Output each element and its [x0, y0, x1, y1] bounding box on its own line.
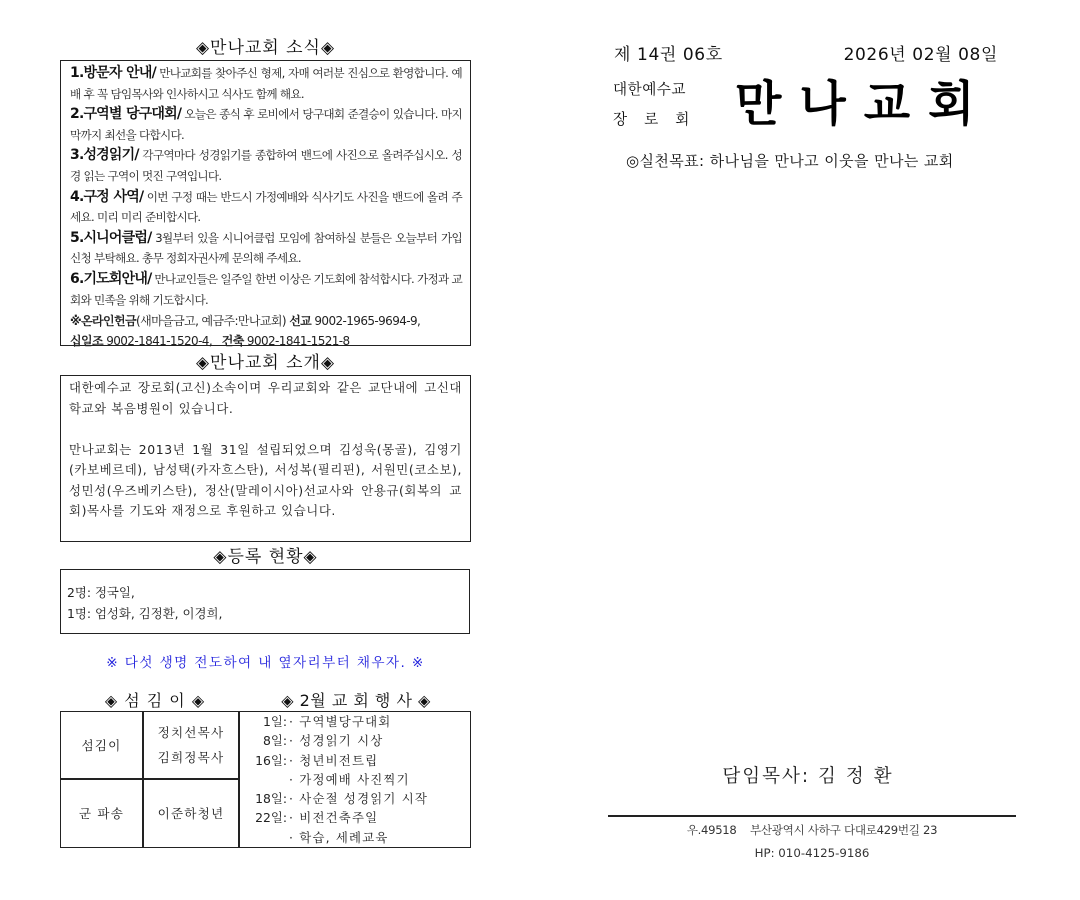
intro-section-title: ◈만나교회 소개◈ — [195, 353, 336, 373]
building-account-label: 건축 — [221, 334, 244, 349]
news-item-body: 오늘은 종식 후 로비에서 당구대회 준결승이 있습니다. 마지막까지 최선을 다합시다. — [70, 107, 463, 142]
church-address: 우.49518 부산광역시 사하구 다대로429번길 23 — [686, 823, 938, 837]
event-day: 8일: — [262, 733, 287, 749]
event-text: · 사순절 성경읽기 시작 — [289, 791, 429, 807]
news-item-head: 2.구역별 당구대회/ — [70, 106, 182, 123]
event-text: · 학습, 세례교육 — [289, 829, 389, 845]
news-item-head: 5.시니어클럽/ — [70, 229, 152, 246]
news-item-body: 만나교회를 찾아주신 형제, 자매 여러분 진심으로 환영합니다. 예배 후 꼭 담임목사와 인사하시고 식사도 함께 해요. — [70, 66, 463, 101]
news-item-head: 6.기도회안내/ — [70, 270, 152, 287]
server-names — [144, 780, 238, 847]
registration-row: 1명: 엄성화, 김정환, 이경희, — [67, 606, 223, 621]
news-item — [70, 145, 462, 186]
server-name: 김희정목사 — [157, 750, 225, 765]
server-name: 이준하청년 — [157, 806, 225, 821]
server-name: 정치선목사 — [157, 725, 225, 740]
event-row — [245, 751, 470, 770]
server-names — [144, 712, 238, 778]
event-row — [245, 789, 470, 808]
event-day — [245, 828, 287, 847]
event-day: 18일: — [255, 791, 287, 807]
evangelism-slogan: ※ 다섯 생명 전도하여 내 옆자리부터 채우자. ※ — [106, 655, 425, 671]
news-item — [70, 269, 462, 310]
denomination-line-1: 대한예수교 — [613, 81, 686, 98]
news-item-head: 1.방문자 안내/ — [70, 65, 156, 81]
church-phone: HP: 010-4125-9186 — [754, 846, 870, 860]
event-day: 22일: — [255, 810, 287, 826]
news-item-head: 3.성경읽기/ — [70, 147, 139, 164]
news-item-body: 만나교인들은 일주일 한번 이상은 기도회에 참석합시다. 가정과 교회와 민족을 위해 기도합시다. — [70, 271, 462, 307]
server-role-label: 섬김이 — [81, 737, 122, 753]
event-text: · 성경읽기 시상 — [289, 733, 384, 749]
news-item-body: 3월부터 있을 시니어클럽 모임에 참여하실 분들은 오늘부터 가입신청 부탁해요. 총무 정회자권사께 문의해 주세요. — [70, 230, 462, 266]
intro-paragraph: 대한예수교 장로회(고신)소속이며 우리교회와 같은 교단내에 고신대학교와 복음병원이 있습니다. — [69, 380, 462, 416]
servers-events-table — [60, 711, 471, 848]
events-list — [240, 712, 470, 847]
event-day: 16일: — [255, 752, 287, 768]
church-name-title: 만나교회 — [735, 76, 993, 132]
news-section-title: ◈만나교회 소식◈ — [195, 38, 336, 58]
registration-row: 2명: 정국일, — [67, 585, 135, 600]
tithe-account-label: 십일조 — [70, 334, 103, 349]
event-day — [245, 770, 287, 789]
tithe-account-number: 9002-1841-1520-4, — [102, 334, 213, 349]
pastor-label: 담임목사: — [722, 766, 818, 787]
event-row — [245, 808, 470, 827]
offering-bank: (새마을금고, 예금주:만나교회) — [136, 314, 290, 329]
footer-divider — [608, 815, 1016, 817]
news-item-body: 각구역마다 성경읽기를 종합하여 밴드에 사진으로 올려주십시오. 성경 읽는 구역이 멋진 구역입니다. — [70, 148, 462, 183]
intro-paragraph: 만나교회는 2013년 1월 31일 설립되었으며 김성욱(몽골), 김영기(카보베르데), 남성택(카자흐스탄), 서성복(필리핀), 서원민(코소보), 성민성(우즈베키스탄), 정산(말레이시아)선교사와 안용규(회복의 교회)목사를 기도와 재정으로 후원하고 있습니다. — [69, 441, 462, 518]
news-item — [70, 104, 462, 145]
events-section-title: ◈ 2월 교 회 행 사 ◈ — [281, 691, 431, 710]
news-item-body: 이번 구정 때는 반드시 가정예배와 식사기도 사진을 밴드에 올려 주세요. 미리 미리 준비합시다. — [70, 189, 462, 225]
intro-box — [60, 375, 471, 542]
event-day: 1일: — [262, 714, 287, 729]
event-row — [245, 712, 470, 731]
news-box — [60, 60, 471, 349]
senior-pastor — [608, 762, 1016, 788]
issue-number: 제 14권 06호 — [614, 45, 723, 65]
server-role — [61, 780, 142, 847]
mission-account-number: 9002-1965-9694-9, — [311, 314, 421, 329]
event-text: · 청년비전트립 — [289, 752, 379, 768]
online-offering-info — [70, 311, 462, 351]
event-row — [245, 731, 470, 750]
registration-section-title: ◈등록 현황◈ — [213, 547, 318, 567]
registration-box — [60, 569, 470, 634]
denomination-line-2: 장로회 — [613, 111, 707, 128]
event-row — [245, 770, 470, 789]
news-item — [70, 228, 462, 269]
event-row — [245, 828, 470, 847]
building-account-number: 9002-1841-1521-8 — [243, 334, 350, 349]
mission-account-label: 선교 — [289, 314, 312, 329]
bulletin-date: 2026년 02월 08일 — [843, 45, 998, 65]
servers-section-title: ◈ 섬 김 이 ◈ — [104, 691, 206, 710]
news-item — [70, 63, 462, 104]
event-text: · 가정예배 사진찍기 — [289, 771, 410, 787]
event-text: · 구역별당구대회 — [289, 714, 392, 729]
pastor-name: 김정환 — [817, 766, 902, 787]
server-role — [61, 712, 142, 778]
server-role-label: 군 파송 — [78, 806, 125, 821]
offering-prefix: ※온라인헌금 — [70, 314, 137, 329]
news-item — [70, 187, 462, 228]
event-text: · 비전건축주일 — [289, 810, 379, 826]
practice-motto: ◎실천목표: 하나님을 만나고 이웃을 만나는 교회 — [626, 152, 954, 170]
news-item-head: 4.구정 사역/ — [70, 188, 144, 205]
